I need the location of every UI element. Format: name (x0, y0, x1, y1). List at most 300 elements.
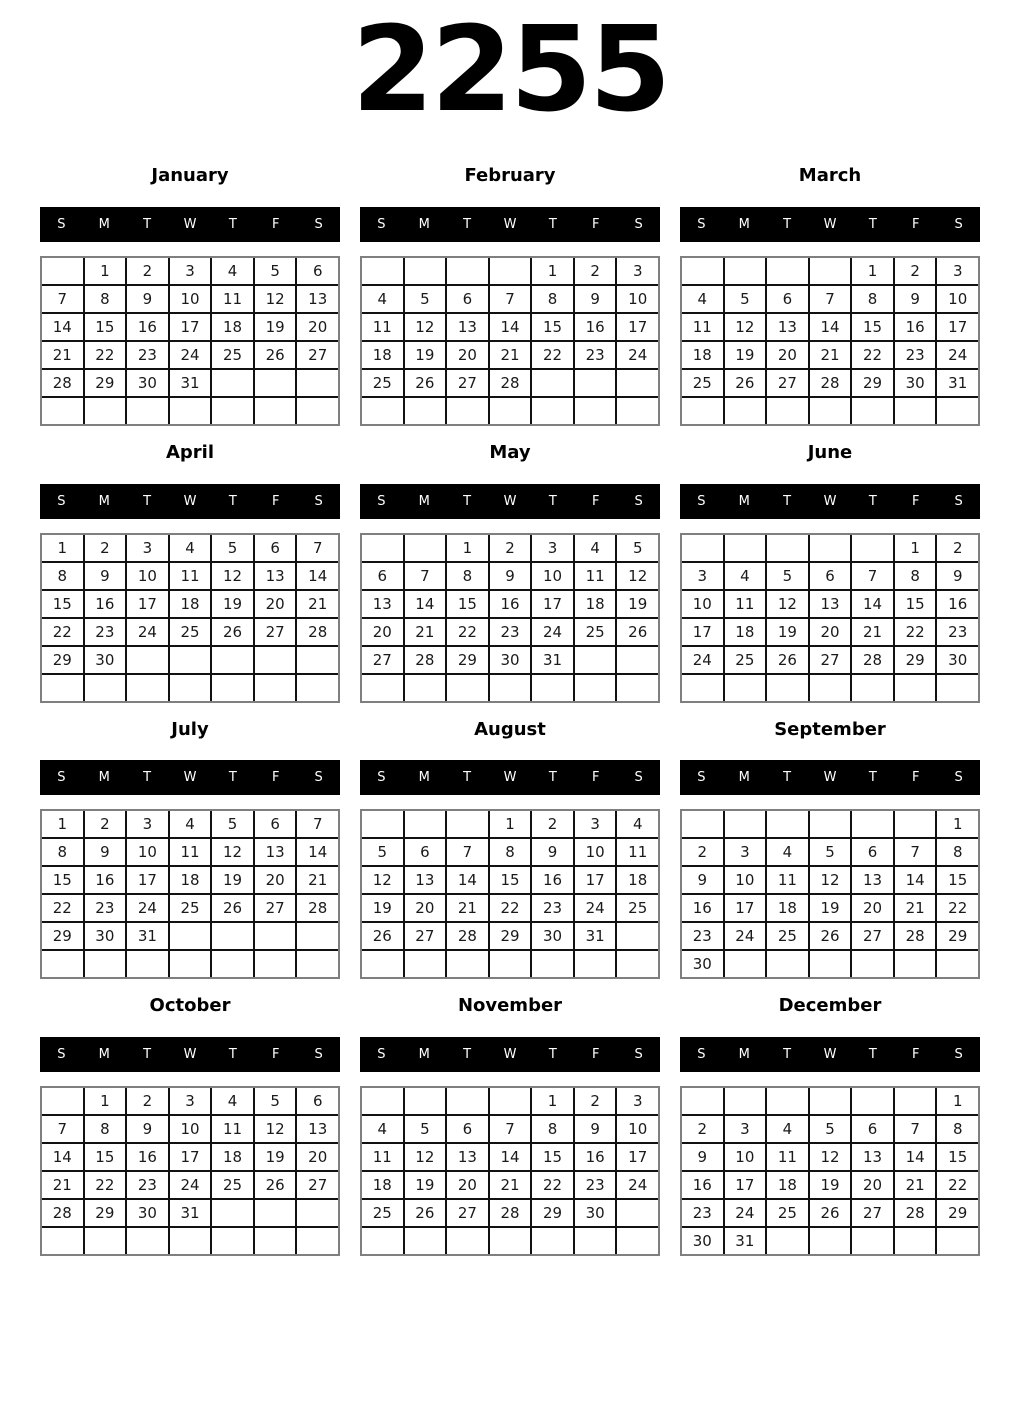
day-cell: 29 (85, 370, 126, 396)
empty-day-cell (682, 398, 723, 424)
day-cell: 27 (852, 1200, 893, 1226)
empty-day-cell (852, 1228, 893, 1254)
day-cell: 24 (725, 923, 766, 949)
empty-day-cell (212, 951, 253, 977)
day-cell: 21 (42, 342, 83, 368)
day-cell: 9 (532, 839, 573, 865)
day-cell: 18 (362, 342, 403, 368)
weekday-label: W (503, 770, 517, 786)
month-title: May (489, 442, 531, 464)
empty-day-cell (212, 1200, 253, 1226)
empty-day-cell (447, 1228, 488, 1254)
empty-day-cell (405, 1088, 446, 1114)
weekday-label: W (503, 217, 517, 233)
day-cell: 10 (682, 591, 723, 617)
day-cell: 4 (617, 811, 658, 837)
empty-day-cell (617, 370, 658, 396)
weekday-label: T (548, 217, 557, 233)
day-cell: 1 (42, 535, 83, 561)
empty-day-cell (447, 258, 488, 284)
day-cell: 15 (937, 1144, 978, 1170)
month-september (680, 719, 980, 980)
weekday-label: M (98, 770, 110, 786)
day-cell: 11 (725, 591, 766, 617)
day-cell: 22 (42, 895, 83, 921)
empty-day-cell (767, 951, 808, 977)
empty-day-cell (85, 675, 126, 701)
empty-day-cell (490, 675, 531, 701)
day-cell: 14 (447, 867, 488, 893)
day-cell: 17 (127, 867, 168, 893)
day-cell: 10 (617, 1116, 658, 1142)
day-cell: 8 (532, 1116, 573, 1142)
weekday-label: S (314, 1046, 323, 1062)
day-cell: 15 (447, 591, 488, 617)
day-cell: 31 (725, 1228, 766, 1254)
day-cell: 24 (575, 895, 616, 921)
day-cell: 25 (725, 647, 766, 673)
day-cell: 10 (575, 839, 616, 865)
day-cell: 6 (255, 811, 296, 837)
day-cell: 14 (895, 1144, 936, 1170)
day-cell: 20 (852, 895, 893, 921)
day-cell: 13 (447, 1144, 488, 1170)
empty-day-cell (212, 398, 253, 424)
weekday-header-bar (680, 207, 980, 242)
day-cell: 4 (767, 839, 808, 865)
day-cell: 6 (447, 1116, 488, 1142)
day-cell: 14 (42, 1144, 83, 1170)
day-cell: 8 (42, 563, 83, 589)
day-cell: 12 (212, 839, 253, 865)
day-cell: 26 (810, 1200, 851, 1226)
day-cell: 24 (725, 1200, 766, 1226)
day-cell: 23 (895, 342, 936, 368)
day-cell: 16 (532, 867, 573, 893)
empty-day-cell (617, 398, 658, 424)
day-cell: 1 (42, 811, 83, 837)
day-cell: 25 (362, 370, 403, 396)
weekday-label: T (143, 217, 152, 233)
day-cell: 17 (725, 1172, 766, 1198)
weekday-label: M (418, 493, 430, 509)
day-cell: 1 (937, 1088, 978, 1114)
day-cell: 12 (405, 1144, 446, 1170)
empty-day-cell (682, 1088, 723, 1114)
weekday-label: T (783, 493, 792, 509)
day-cell: 22 (895, 619, 936, 645)
empty-day-cell (447, 811, 488, 837)
weekday-label: T (463, 770, 472, 786)
weekday-header-bar (680, 1037, 980, 1072)
weekday-label: T (228, 1046, 237, 1062)
empty-day-cell (170, 647, 211, 673)
day-grid (40, 256, 340, 426)
weekday-label: S (634, 770, 643, 786)
day-cell: 13 (255, 839, 296, 865)
empty-day-cell (767, 1228, 808, 1254)
day-cell: 19 (767, 619, 808, 645)
empty-day-cell (617, 675, 658, 701)
empty-day-cell (617, 923, 658, 949)
empty-day-cell (42, 675, 83, 701)
empty-day-cell (405, 951, 446, 977)
day-cell: 10 (617, 286, 658, 312)
weekday-label: S (697, 770, 706, 786)
day-cell: 18 (725, 619, 766, 645)
day-grid (40, 809, 340, 979)
day-cell: 7 (490, 286, 531, 312)
weekday-label: T (143, 1046, 152, 1062)
empty-day-cell (297, 1228, 338, 1254)
empty-day-cell (937, 398, 978, 424)
empty-day-cell (532, 370, 573, 396)
day-cell: 14 (42, 314, 83, 340)
empty-day-cell (575, 951, 616, 977)
empty-day-cell (895, 811, 936, 837)
weekday-label: S (634, 493, 643, 509)
day-cell: 29 (532, 1200, 573, 1226)
weekday-label: T (463, 493, 472, 509)
day-cell: 28 (42, 370, 83, 396)
empty-day-cell (682, 258, 723, 284)
day-cell: 16 (490, 591, 531, 617)
day-cell: 23 (85, 619, 126, 645)
day-cell: 15 (937, 867, 978, 893)
day-cell: 8 (85, 1116, 126, 1142)
day-cell: 19 (212, 591, 253, 617)
day-cell: 7 (895, 839, 936, 865)
empty-day-cell (405, 535, 446, 561)
weekday-label: M (98, 1046, 110, 1062)
month-title: September (774, 718, 886, 740)
day-cell: 8 (852, 286, 893, 312)
weekday-label: T (868, 770, 877, 786)
empty-day-cell (405, 675, 446, 701)
day-cell: 27 (297, 1172, 338, 1198)
empty-day-cell (852, 811, 893, 837)
day-cell: 25 (362, 1200, 403, 1226)
weekday-label: F (591, 493, 600, 509)
day-cell: 18 (767, 895, 808, 921)
day-cell: 16 (682, 1172, 723, 1198)
weekday-label: T (868, 493, 877, 509)
day-cell: 20 (362, 619, 403, 645)
day-cell: 24 (532, 619, 573, 645)
month-october (40, 995, 340, 1256)
weekday-label: T (783, 1046, 792, 1062)
month-title: June (807, 442, 853, 464)
day-cell: 16 (895, 314, 936, 340)
weekday-label: W (503, 493, 517, 509)
empty-day-cell (852, 535, 893, 561)
empty-day-cell (617, 1200, 658, 1226)
day-cell: 22 (937, 895, 978, 921)
weekday-label: T (228, 217, 237, 233)
day-cell: 11 (617, 839, 658, 865)
day-cell: 5 (255, 258, 296, 284)
day-cell: 9 (575, 286, 616, 312)
day-cell: 20 (852, 1172, 893, 1198)
empty-day-cell (617, 647, 658, 673)
weekday-label: S (377, 1046, 386, 1062)
empty-day-cell (212, 923, 253, 949)
empty-day-cell (682, 535, 723, 561)
day-cell: 6 (362, 563, 403, 589)
day-cell: 17 (617, 1144, 658, 1170)
day-cell: 12 (810, 1144, 851, 1170)
day-cell: 18 (362, 1172, 403, 1198)
day-cell: 6 (852, 839, 893, 865)
day-cell: 6 (297, 258, 338, 284)
day-cell: 11 (170, 839, 211, 865)
day-cell: 16 (127, 314, 168, 340)
day-cell: 22 (42, 619, 83, 645)
weekday-label: M (98, 493, 110, 509)
empty-day-cell (575, 370, 616, 396)
weekday-label: T (783, 770, 792, 786)
day-cell: 8 (532, 286, 573, 312)
empty-day-cell (362, 535, 403, 561)
empty-day-cell (362, 675, 403, 701)
day-cell: 21 (447, 895, 488, 921)
day-cell: 30 (575, 1200, 616, 1226)
day-cell: 29 (42, 923, 83, 949)
day-cell: 20 (447, 1172, 488, 1198)
day-cell: 25 (212, 342, 253, 368)
day-cell: 4 (725, 563, 766, 589)
empty-day-cell (617, 1228, 658, 1254)
day-cell: 3 (617, 1088, 658, 1114)
day-cell: 16 (85, 867, 126, 893)
empty-day-cell (405, 1228, 446, 1254)
day-cell: 10 (127, 839, 168, 865)
day-cell: 20 (297, 314, 338, 340)
day-cell: 14 (490, 314, 531, 340)
weekday-label: T (228, 770, 237, 786)
empty-day-cell (255, 951, 296, 977)
day-cell: 12 (810, 867, 851, 893)
day-cell: 1 (532, 258, 573, 284)
day-cell: 12 (362, 867, 403, 893)
empty-day-cell (405, 811, 446, 837)
day-cell: 16 (127, 1144, 168, 1170)
day-cell: 10 (532, 563, 573, 589)
empty-day-cell (297, 398, 338, 424)
day-cell: 26 (212, 895, 253, 921)
month-january (40, 165, 340, 426)
day-cell: 1 (852, 258, 893, 284)
empty-day-cell (532, 675, 573, 701)
day-cell: 27 (405, 923, 446, 949)
day-cell: 28 (490, 1200, 531, 1226)
day-cell: 13 (447, 314, 488, 340)
day-cell: 4 (682, 286, 723, 312)
day-cell: 2 (937, 535, 978, 561)
day-cell: 9 (85, 839, 126, 865)
day-cell: 8 (85, 286, 126, 312)
empty-day-cell (170, 398, 211, 424)
empty-day-cell (532, 398, 573, 424)
day-cell: 6 (405, 839, 446, 865)
day-cell: 26 (362, 923, 403, 949)
empty-day-cell (575, 1228, 616, 1254)
month-title: December (778, 995, 882, 1017)
day-cell: 23 (127, 342, 168, 368)
weekday-label: F (591, 770, 600, 786)
day-cell: 1 (937, 811, 978, 837)
empty-day-cell (42, 1088, 83, 1114)
empty-day-cell (255, 398, 296, 424)
day-cell: 20 (255, 867, 296, 893)
day-cell: 24 (617, 1172, 658, 1198)
day-cell: 5 (212, 811, 253, 837)
day-cell: 9 (490, 563, 531, 589)
day-cell: 15 (895, 591, 936, 617)
day-cell: 17 (170, 314, 211, 340)
day-cell: 28 (810, 370, 851, 396)
weekday-label: M (418, 770, 430, 786)
weekday-label: M (738, 217, 750, 233)
weekday-label: W (823, 493, 837, 509)
day-cell: 11 (170, 563, 211, 589)
month-february (360, 165, 660, 426)
weekday-label: M (738, 770, 750, 786)
day-cell: 16 (682, 895, 723, 921)
day-cell: 6 (447, 286, 488, 312)
empty-day-cell (447, 675, 488, 701)
weekday-header-bar (360, 760, 660, 795)
day-cell: 23 (127, 1172, 168, 1198)
day-cell: 21 (852, 619, 893, 645)
day-cell: 19 (810, 1172, 851, 1198)
weekday-label: T (463, 1046, 472, 1062)
day-cell: 28 (297, 895, 338, 921)
weekday-label: S (57, 493, 66, 509)
weekday-label: F (271, 770, 280, 786)
day-cell: 8 (42, 839, 83, 865)
day-cell: 30 (682, 1228, 723, 1254)
empty-day-cell (405, 398, 446, 424)
day-cell: 29 (937, 1200, 978, 1226)
empty-day-cell (127, 398, 168, 424)
day-cell: 12 (405, 314, 446, 340)
empty-day-cell (852, 398, 893, 424)
day-cell: 14 (297, 563, 338, 589)
weekday-label: W (183, 1046, 197, 1062)
day-cell: 6 (297, 1088, 338, 1114)
empty-day-cell (42, 1228, 83, 1254)
weekday-header-bar (40, 760, 340, 795)
weekday-label: T (868, 1046, 877, 1062)
day-grid (360, 533, 660, 703)
weekday-header-bar (360, 484, 660, 519)
day-cell: 7 (297, 811, 338, 837)
empty-day-cell (127, 647, 168, 673)
empty-day-cell (852, 1088, 893, 1114)
day-cell: 27 (362, 647, 403, 673)
day-cell: 17 (575, 867, 616, 893)
weekday-label: S (57, 770, 66, 786)
day-cell: 18 (682, 342, 723, 368)
day-cell: 8 (895, 563, 936, 589)
weekday-label: T (463, 217, 472, 233)
empty-day-cell (810, 951, 851, 977)
day-grid (40, 1086, 340, 1256)
day-cell: 12 (725, 314, 766, 340)
empty-day-cell (725, 398, 766, 424)
day-cell: 9 (127, 286, 168, 312)
day-cell: 22 (852, 342, 893, 368)
weekday-label: S (634, 217, 643, 233)
month-august (360, 719, 660, 980)
weekday-label: S (697, 217, 706, 233)
day-cell: 3 (170, 1088, 211, 1114)
day-cell: 24 (170, 342, 211, 368)
day-cell: 20 (767, 342, 808, 368)
day-cell: 31 (127, 923, 168, 949)
day-cell: 30 (895, 370, 936, 396)
day-cell: 26 (255, 1172, 296, 1198)
empty-day-cell (490, 1228, 531, 1254)
day-cell: 29 (895, 647, 936, 673)
empty-day-cell (810, 675, 851, 701)
weekday-header-bar (360, 207, 660, 242)
day-cell: 9 (85, 563, 126, 589)
empty-day-cell (895, 1228, 936, 1254)
day-cell: 21 (490, 342, 531, 368)
day-cell: 2 (490, 535, 531, 561)
empty-day-cell (447, 398, 488, 424)
day-cell: 28 (895, 1200, 936, 1226)
weekday-header-bar (40, 207, 340, 242)
day-cell: 19 (212, 867, 253, 893)
weekday-header-bar (360, 1037, 660, 1072)
day-cell: 25 (767, 923, 808, 949)
month-title: January (151, 165, 229, 187)
day-cell: 13 (297, 1116, 338, 1142)
day-cell: 16 (85, 591, 126, 617)
day-cell: 26 (767, 647, 808, 673)
day-cell: 15 (532, 1144, 573, 1170)
day-cell: 5 (767, 563, 808, 589)
day-cell: 25 (767, 1200, 808, 1226)
day-cell: 26 (405, 1200, 446, 1226)
day-cell: 6 (767, 286, 808, 312)
day-grid (680, 256, 980, 426)
day-cell: 18 (767, 1172, 808, 1198)
day-cell: 5 (405, 286, 446, 312)
day-cell: 2 (895, 258, 936, 284)
day-cell: 18 (617, 867, 658, 893)
empty-day-cell (127, 951, 168, 977)
day-cell: 3 (682, 563, 723, 589)
day-cell: 10 (725, 867, 766, 893)
weekday-label: F (271, 217, 280, 233)
day-cell: 13 (297, 286, 338, 312)
day-cell: 22 (532, 342, 573, 368)
day-cell: 5 (725, 286, 766, 312)
day-cell: 10 (127, 563, 168, 589)
weekday-label: F (911, 493, 920, 509)
month-title: February (464, 165, 556, 187)
weekday-label: M (738, 493, 750, 509)
month-march (680, 165, 980, 426)
day-cell: 30 (127, 370, 168, 396)
empty-day-cell (937, 951, 978, 977)
empty-day-cell (725, 1088, 766, 1114)
empty-day-cell (85, 951, 126, 977)
